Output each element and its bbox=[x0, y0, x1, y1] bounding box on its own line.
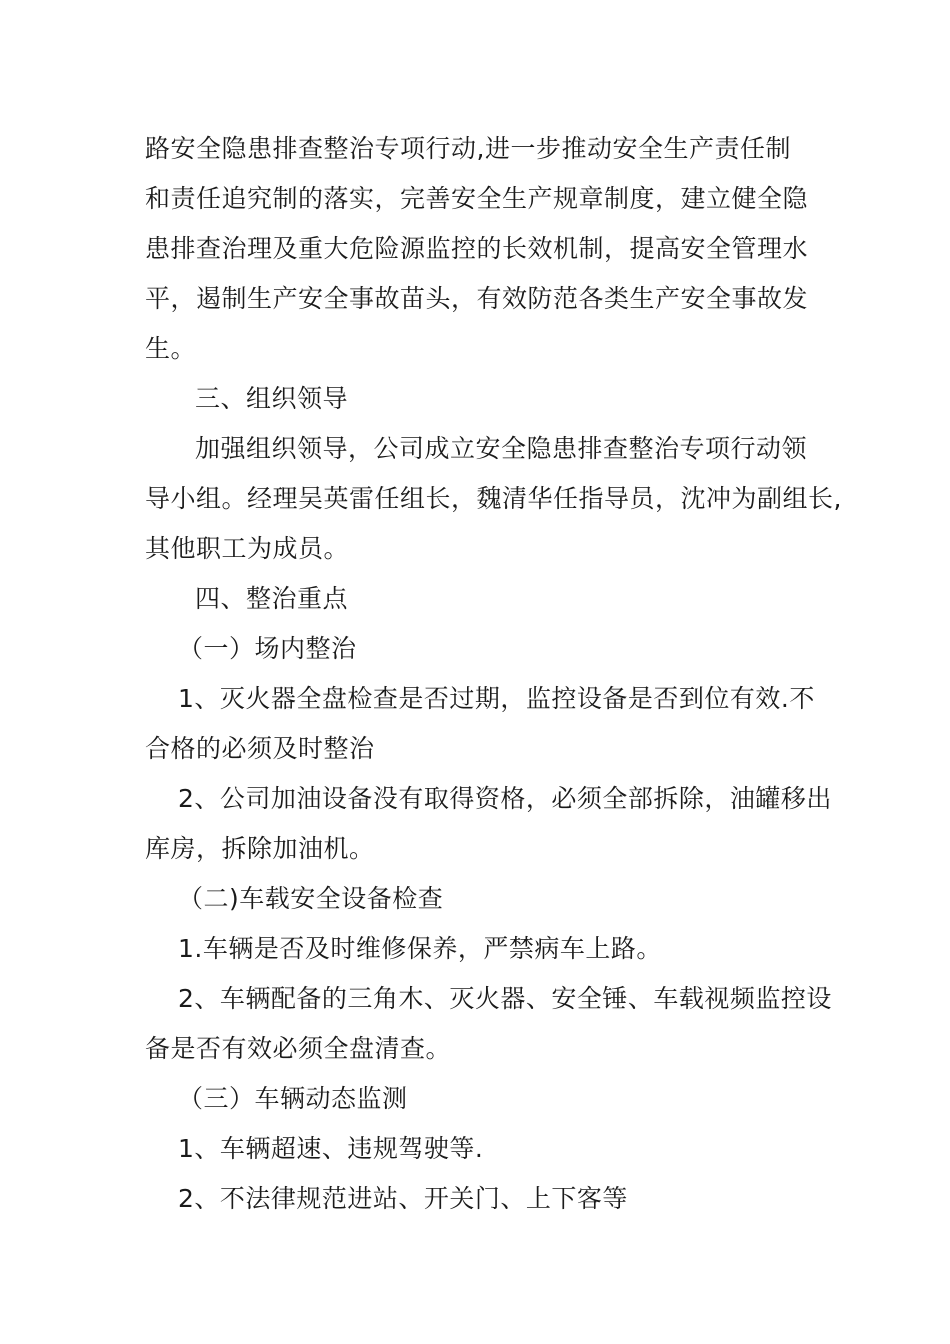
list-item-continuation: 备是否有效必须全盘清查。 bbox=[145, 1034, 452, 1063]
paragraph-line: 平，遏制生产安全事故苗头，有效防范各类生产安全事故发 bbox=[145, 284, 809, 313]
paragraph-line: 导小组。经理吴英雷任组长，魏清华任指导员，沈冲为副组长, bbox=[145, 484, 842, 513]
subsection-heading: （三）车辆动态监测 bbox=[178, 1084, 408, 1113]
subsection-heading: （一）场内整治 bbox=[178, 634, 357, 663]
list-item: 2、不法律规范进站、开关门、上下客等 bbox=[178, 1184, 628, 1213]
list-item: 2、车辆配备的三角木、灭火器、安全锤、车载视频监控设 bbox=[178, 984, 832, 1013]
paragraph-line: 和责任追究制的落实，完善安全生产规章制度，建立健全隐 bbox=[145, 184, 809, 213]
list-item: 1、灭火器全盘检查是否过期，监控设备是否到位有效.不 bbox=[178, 684, 815, 713]
paragraph-line: 患排查治理及重大危险源监控的长效机制，提高安全管理水 bbox=[145, 234, 809, 263]
paragraph-line: 路安全隐患排查整治专项行动,进一步推动安全生产责任制 bbox=[145, 134, 791, 163]
paragraph-line: 其他职工为成员。 bbox=[145, 534, 350, 563]
list-item: 1、车辆超速、违规驾驶等. bbox=[178, 1134, 484, 1163]
list-item: 2、公司加油设备没有取得资格，必须全部拆除，油罐移出 bbox=[178, 784, 832, 813]
list-item: 1.车辆是否及时维修保养，严禁病车上路。 bbox=[178, 934, 662, 963]
paragraph-line: 生。 bbox=[145, 334, 197, 363]
list-item-continuation: 库房，拆除加油机。 bbox=[145, 834, 375, 863]
paragraph-line: 加强组织领导，公司成立安全隐患排查整治专项行动领 bbox=[195, 434, 808, 463]
section-heading: 四、整治重点 bbox=[195, 584, 349, 613]
section-heading: 三、组织领导 bbox=[195, 384, 349, 413]
list-item-continuation: 合格的必须及时整治 bbox=[145, 734, 375, 763]
subsection-heading: （二)车载安全设备检查 bbox=[178, 884, 444, 913]
